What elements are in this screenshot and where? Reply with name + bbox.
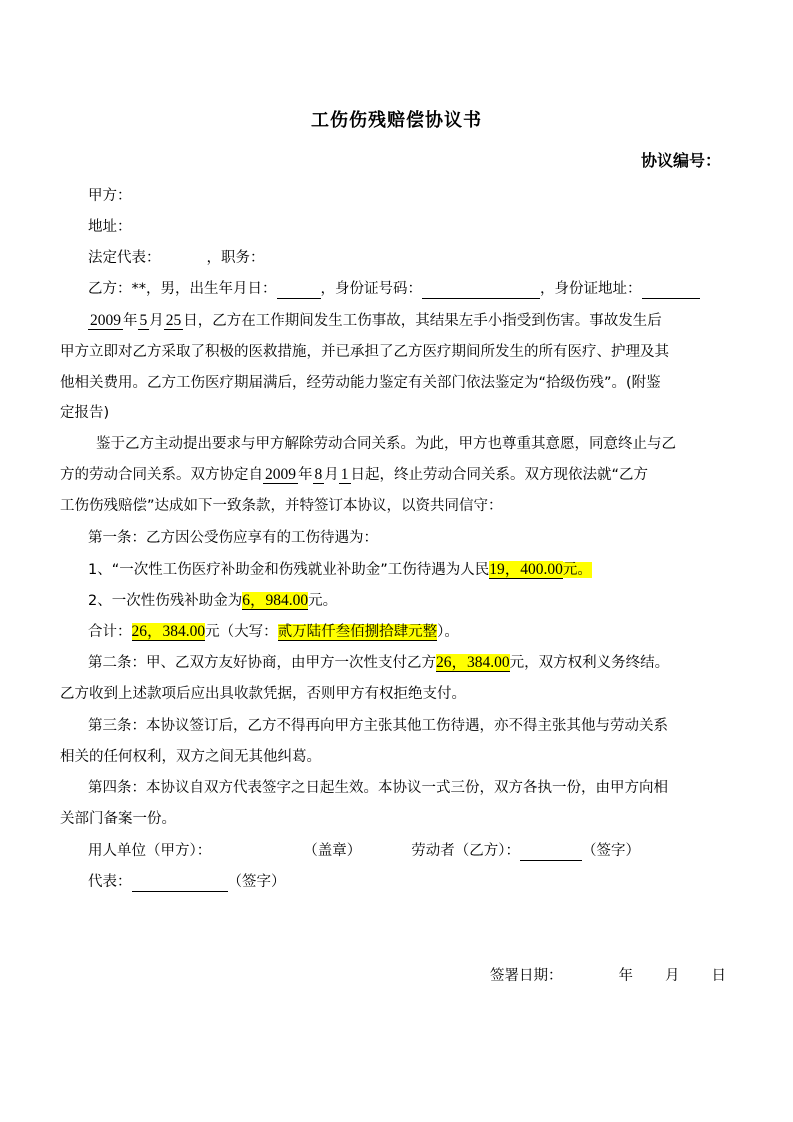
accident-month: 5	[139, 312, 148, 329]
agreement-number-label: 协议编号：	[640, 151, 721, 170]
termination-year: 2009	[265, 466, 296, 483]
month-char: 月	[324, 467, 339, 483]
rep-label: 代表：	[88, 874, 132, 890]
accident-year: 2009	[90, 312, 121, 329]
birth-date-blank	[277, 281, 321, 299]
party-b-line	[88, 279, 700, 299]
sign-date	[490, 966, 726, 986]
document-title: 工伤伤残赔偿协议书	[311, 110, 482, 131]
termination-line-3: 工伤伤残赔偿”达成如下一致条款，并特签订本协议，以资共同信守：	[60, 498, 503, 514]
item-1-unit: 元。	[562, 562, 592, 578]
party-a-representative	[88, 248, 265, 268]
item-2-text: 2、一次性伤残补助金为	[88, 593, 243, 609]
representative-label: 法定代表：	[88, 250, 161, 266]
id-number-label: ，身份证号码：	[320, 281, 422, 297]
item-2-unit: 元。	[308, 593, 338, 609]
id-address-blank	[642, 281, 700, 299]
article-3-line-2: 相关的任何权利，双方之间无其他纠葛。	[60, 749, 321, 765]
termination-line-1: 鉴于乙方主动提出要求与甲方解除劳动合同关系。为此，甲方也尊重其意愿，同意终止与乙	[96, 436, 676, 452]
article-2-post: 元，双方权利义务终结。	[509, 655, 670, 671]
signature-line	[88, 841, 640, 861]
sign-date-label: 签署日期：	[490, 968, 563, 984]
accident-day: 25	[165, 312, 182, 329]
worker-sign-label: （签字）	[582, 843, 640, 859]
total-amount-words: 贰万陆仟叁佰捌拾肆元整	[277, 624, 438, 640]
article-1-total	[88, 622, 459, 642]
year-char: 年	[123, 313, 138, 329]
termination-month: 8	[314, 466, 323, 483]
item-2-amount: 6，984.00	[242, 592, 309, 609]
accident-line-2: 甲方立即对乙方采取了积极的医救措施，并已承担了乙方医疗期间所发生的所有医疗、护理及其	[60, 344, 669, 360]
accident-line-4: 定报告)	[60, 405, 110, 421]
total-amount: 26，384.00	[131, 623, 206, 640]
total-end-text: ）。	[437, 624, 459, 640]
sign-date-year: 年	[618, 968, 633, 984]
article-2-amount: 26，384.00	[436, 654, 510, 671]
rep-sign-label: （签字）	[227, 874, 286, 890]
item-1-amount: 19，400.00	[489, 561, 563, 578]
worker-label: 劳动者（乙方）：	[411, 843, 520, 859]
article-2-line-1	[88, 653, 669, 673]
article-4-line-1: 第四条：本协议自双方代表签字之日起生效。本协议一式三份，双方各执一份，由甲方向相	[88, 780, 668, 796]
rep-signature-blank	[132, 874, 228, 892]
employer-label: 用人单位（甲方）：	[88, 843, 212, 859]
article-2-pre: 第二条：甲、乙双方友好协商，由甲方一次性支付乙方	[88, 655, 436, 671]
id-address-label: ，身份证地址：	[540, 281, 642, 297]
position-label: ，职务：	[206, 250, 265, 266]
sign-date-day: 日	[711, 968, 726, 984]
party-a-address-label: 地址：	[88, 219, 132, 235]
id-number-blank	[422, 281, 540, 299]
party-a-label: 甲方：	[88, 188, 132, 204]
article-1-item-1	[88, 560, 592, 580]
accident-line-1-text: 日，乙方在工作期间发生工伤事故，其结果左手小指受到伤害。事故发生后	[183, 313, 662, 329]
article-1-heading: 第一条：乙方因公受伤应享有的工伤待遇为：	[88, 530, 378, 546]
party-b-intro: 乙方：**，男，出生年月日：	[88, 281, 277, 297]
article-2-line-2: 乙方收到上述款项后应出具收款凭据，否则甲方有权拒绝支付。	[60, 686, 466, 702]
accident-line-3: 他相关费用。乙方工伤医疗期届满后，经劳动能力鉴定有关部门依法鉴定为“拾级伤残”。(附鉴	[60, 375, 661, 391]
article-4-line-2: 关部门备案一份。	[60, 811, 176, 827]
total-label: 合计：	[88, 624, 132, 640]
worker-signature-blank	[520, 843, 582, 861]
seal-label: （盖章）	[303, 843, 362, 859]
total-mid-text: 元（大写：	[205, 624, 278, 640]
article-1-item-2	[88, 591, 337, 611]
accident-line-1	[88, 311, 662, 331]
termination-line-2	[60, 465, 648, 485]
sign-date-month: 月	[665, 968, 680, 984]
article-3-line-1: 第三条：本协议签订后，乙方不得再向甲方主张其他工伤待遇，亦不得主张其他与劳动关系	[88, 718, 668, 734]
representative-signature-line	[88, 872, 286, 892]
termination-line-2-pre: 方的劳动合同关系。双方协定自	[60, 467, 263, 483]
termination-line-2-post: 日起，终止劳动合同关系。双方现依法就“乙方	[350, 467, 649, 483]
month-char: 月	[149, 313, 164, 329]
termination-day: 1	[340, 466, 349, 483]
item-1-text: 1、“一次性工伤医疗补助金和伤残就业补助金”工伤待遇为人民	[88, 562, 490, 578]
year-char: 年	[298, 467, 313, 483]
